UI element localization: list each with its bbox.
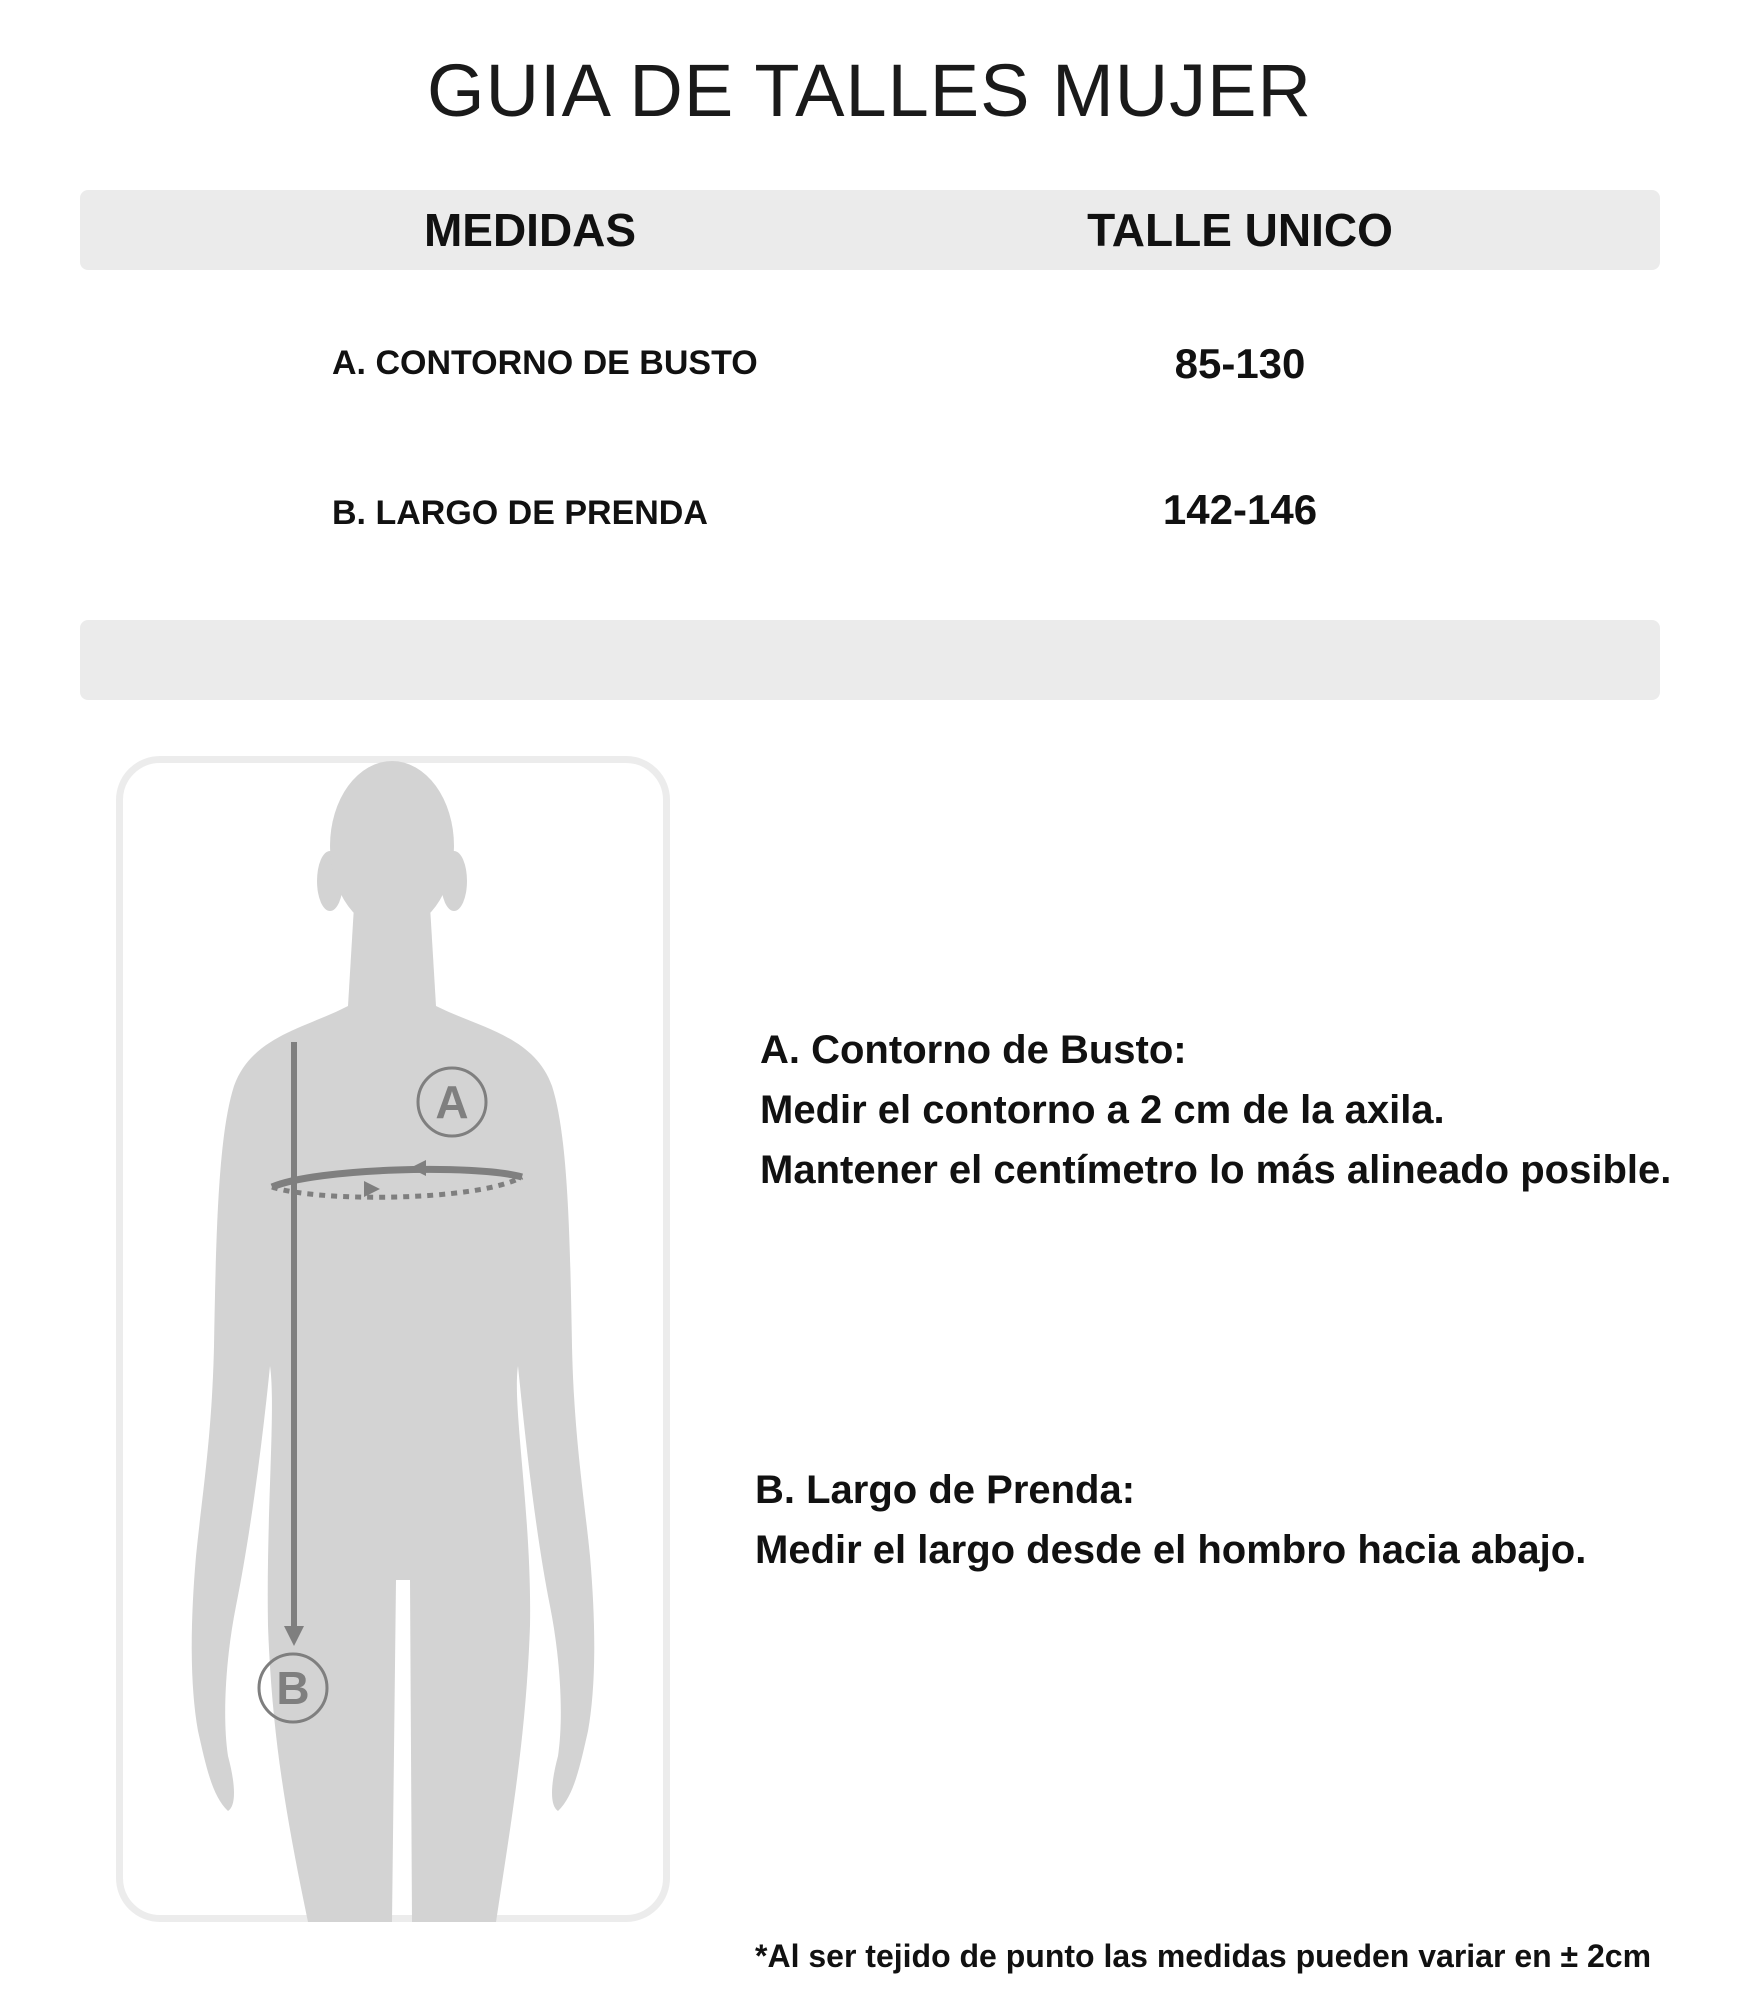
marker-b-label: B	[276, 1662, 310, 1714]
description-a-title: A. Contorno de Busto:	[760, 1028, 1187, 1072]
description-largo-prenda	[755, 1460, 1586, 1580]
marker-a-label: A	[435, 1076, 469, 1128]
description-b-line-1: Medir el largo desde el hombro hacia abajo.	[755, 1528, 1587, 1572]
row-label-contorno-busto: A. CONTORNO DE BUSTO	[332, 344, 758, 382]
body-silhouette-figure	[116, 756, 670, 1922]
description-a-line-1: Medir el contorno a 2 cm de la axila.	[760, 1088, 1445, 1132]
table-footer-bar	[80, 620, 1660, 700]
silhouette-shape	[192, 761, 595, 1922]
description-a-line-2: Mantener el centímetro lo más alineado posible.	[760, 1148, 1672, 1192]
page-title: GUIA DE TALLES MUJER	[427, 49, 1312, 132]
column-header-talle-unico: TALLE UNICO	[1087, 204, 1393, 256]
column-header-medidas: MEDIDAS	[423, 204, 637, 256]
row-value-largo-prenda: 142-146	[1162, 486, 1318, 533]
description-contorno-busto	[760, 1020, 1671, 1200]
row-value-contorno-busto: 85-130	[1174, 340, 1306, 387]
row-label-largo-prenda: B. LARGO DE PRENDA	[332, 494, 708, 532]
description-b-title: B. Largo de Prenda:	[755, 1468, 1136, 1512]
variation-note: *Al ser tejido de punto las medidas pueden variar en ± 2cm	[755, 1938, 1652, 1974]
